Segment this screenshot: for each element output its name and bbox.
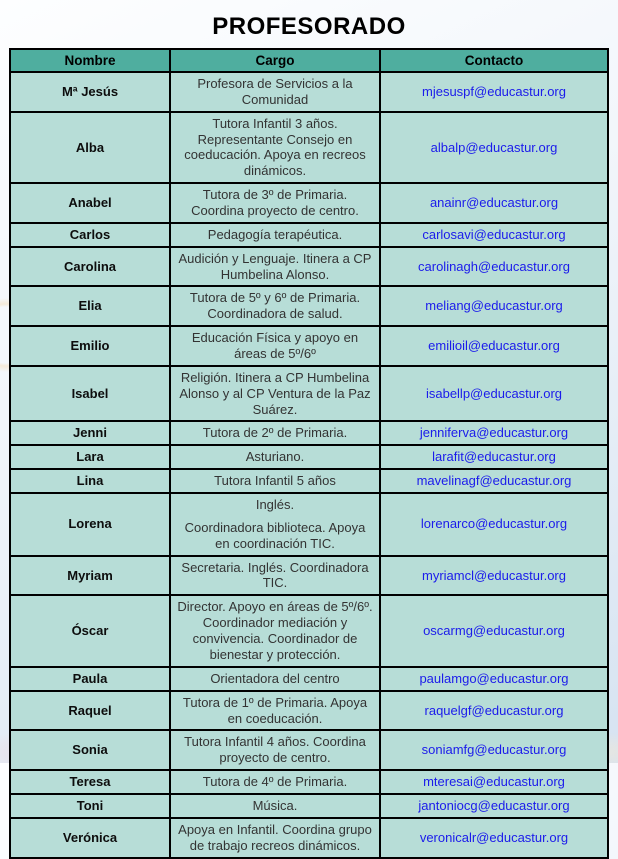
contact-email-link[interactable]: meliang@educastur.org bbox=[425, 298, 563, 314]
teacher-role-paragraph: Tutora Infantil 5 años bbox=[214, 473, 336, 489]
teacher-name: Emilio bbox=[10, 326, 170, 366]
column-header-nombre: Nombre bbox=[10, 49, 170, 72]
table-row bbox=[10, 691, 608, 731]
profesorado-table bbox=[9, 48, 609, 859]
teacher-role bbox=[170, 818, 380, 858]
teacher-name: Lina bbox=[10, 469, 170, 493]
teacher-contact-cell bbox=[380, 366, 608, 422]
teacher-name: Sonia bbox=[10, 730, 170, 770]
table-row bbox=[10, 223, 608, 247]
teacher-name: Paula bbox=[10, 667, 170, 691]
teacher-name: Isabel bbox=[10, 366, 170, 422]
teacher-contact-cell bbox=[380, 818, 608, 858]
page-title: PROFESORADO bbox=[212, 13, 406, 40]
teacher-role-paragraph: Coordinadora biblioteca. Apoya en coordinación TIC. bbox=[184, 519, 366, 551]
teacher-name: Lara bbox=[10, 445, 170, 469]
contact-email-link[interactable]: albalp@educastur.org bbox=[430, 139, 558, 155]
contact-email-link[interactable]: oscarmg@educastur.org bbox=[423, 623, 565, 639]
teacher-role bbox=[170, 691, 380, 731]
header-row bbox=[10, 49, 608, 72]
teacher-contact-cell bbox=[380, 667, 608, 691]
contact-email-link[interactable]: mavelinagf@educastur.org bbox=[416, 473, 572, 489]
teacher-role-paragraph: Música. bbox=[252, 797, 298, 813]
contact-email-link[interactable]: mteresai@educastur.org bbox=[423, 774, 565, 790]
teacher-role-paragraph: Profesora de Servicios a la Comunidad bbox=[197, 76, 353, 107]
table-row bbox=[10, 595, 608, 666]
table-row bbox=[10, 247, 608, 287]
teacher-contact-cell bbox=[380, 469, 608, 493]
teacher-contact-cell bbox=[380, 794, 608, 818]
teacher-name: Mª Jesús bbox=[10, 72, 170, 112]
teacher-role bbox=[170, 730, 380, 770]
table-row bbox=[10, 72, 608, 112]
table-row bbox=[10, 556, 608, 596]
teacher-name: Toni bbox=[10, 794, 170, 818]
teacher-role-paragraph: Tutora de 3º de Primaria. Coordina proyecto de centro. bbox=[191, 187, 359, 219]
contact-email-link[interactable]: carolinagh@educastur.org bbox=[418, 258, 570, 274]
teacher-role bbox=[170, 247, 380, 287]
contact-email-link[interactable]: jenniferva@educastur.org bbox=[419, 425, 569, 441]
teacher-role bbox=[170, 469, 380, 493]
teacher-contact-cell bbox=[380, 445, 608, 469]
teacher-role bbox=[170, 595, 380, 666]
teacher-role bbox=[170, 366, 380, 422]
teacher-role-paragraph: Asturiano. bbox=[245, 449, 305, 465]
teacher-role bbox=[170, 112, 380, 183]
teacher-name: Teresa bbox=[10, 770, 170, 794]
teacher-role bbox=[170, 770, 380, 794]
teacher-role-paragraph: Orientadora del centro bbox=[210, 670, 340, 686]
teacher-contact-cell bbox=[380, 247, 608, 287]
contact-email-link[interactable]: mjesuspf@educastur.org bbox=[422, 83, 566, 99]
contact-email-link[interactable]: jantoniocg@educastur.org bbox=[418, 797, 570, 813]
teacher-role bbox=[170, 326, 380, 366]
teacher-contact-cell bbox=[380, 595, 608, 666]
table-row bbox=[10, 326, 608, 366]
teacher-contact-cell bbox=[380, 326, 608, 366]
teacher-name: Verónica bbox=[10, 818, 170, 858]
table-row bbox=[10, 469, 608, 493]
teacher-contact-cell bbox=[380, 223, 608, 247]
teacher-role-paragraph: Secretaria. Inglés. Coordinadora TIC. bbox=[181, 559, 369, 591]
table-row bbox=[10, 730, 608, 770]
teacher-name: Alba bbox=[10, 112, 170, 183]
teacher-role-paragraph: Tutora de 4º de Primaria. bbox=[202, 774, 348, 790]
contact-email-link[interactable]: carlosavi@educastur.org bbox=[422, 226, 566, 242]
teacher-role bbox=[170, 667, 380, 691]
teacher-name: Lorena bbox=[10, 493, 170, 556]
teacher-contact-cell bbox=[380, 286, 608, 326]
column-header-contacto: Contacto bbox=[380, 49, 608, 72]
teacher-name: Carlos bbox=[10, 223, 170, 247]
contact-email-link[interactable]: paulamgo@educastur.org bbox=[419, 670, 569, 686]
teacher-role bbox=[170, 223, 380, 247]
teacher-name: Jenni bbox=[10, 421, 170, 445]
table-row bbox=[10, 421, 608, 445]
teacher-contact-cell bbox=[380, 730, 608, 770]
table-body bbox=[10, 72, 608, 858]
teacher-role-paragraph: Audición y Lenguaje. Itinera a CP Humbelina Alonso. bbox=[178, 250, 372, 282]
teacher-role bbox=[170, 72, 380, 112]
table-row bbox=[10, 286, 608, 326]
teacher-contact-cell bbox=[380, 493, 608, 556]
teacher-role-paragraph: Tutora Infantil 3 años. Representante Consejo en coeducación. Apoya en recreos dinámicos. bbox=[184, 115, 366, 179]
contact-email-link[interactable]: myriamcl@educastur.org bbox=[422, 567, 566, 583]
teacher-name: Raquel bbox=[10, 691, 170, 731]
table-header bbox=[10, 49, 608, 72]
table-row bbox=[10, 366, 608, 422]
teacher-role-paragraph: Tutora Infantil 4 años. Coordina proyecto de centro. bbox=[184, 734, 366, 766]
table-row bbox=[10, 493, 608, 556]
page bbox=[0, 13, 618, 859]
contact-email-link[interactable]: raquelgf@educastur.org bbox=[424, 702, 564, 718]
teacher-role-paragraph: Director. Apoyo en áreas de 5º/6º. Coordinador mediación y convivencia. Coordinador de bienestar y protección. bbox=[177, 599, 373, 662]
teacher-role-paragraph: Apoya en Infantil. Coordina grupo de trabajo recreos dinámicos. bbox=[178, 821, 372, 853]
teacher-role-paragraph: Educación Física y apoyo en áreas de 5º/6º bbox=[191, 330, 359, 362]
teacher-role-paragraph: Inglés. bbox=[255, 497, 295, 513]
teacher-contact-cell bbox=[380, 691, 608, 731]
teacher-contact-cell bbox=[380, 556, 608, 596]
table-row bbox=[10, 818, 608, 858]
teacher-role bbox=[170, 493, 380, 556]
table-row bbox=[10, 112, 608, 183]
teacher-role-paragraph: Tutora de 2º de Primaria. bbox=[202, 425, 348, 441]
teacher-contact-cell bbox=[380, 183, 608, 223]
contact-email-link[interactable]: veronicalr@educastur.org bbox=[419, 829, 569, 845]
column-header-cargo: Cargo bbox=[170, 49, 380, 72]
teacher-name: Óscar bbox=[10, 595, 170, 666]
teacher-role bbox=[170, 794, 380, 818]
contact-email-link[interactable]: anainr@educastur.org bbox=[429, 195, 559, 211]
table-row bbox=[10, 445, 608, 469]
teacher-name: Elia bbox=[10, 286, 170, 326]
teacher-role-paragraph: Pedagogía terapéutica. bbox=[207, 226, 343, 242]
contact-email-link[interactable]: isabellp@educastur.org bbox=[425, 385, 563, 401]
teacher-contact-cell bbox=[380, 770, 608, 794]
teacher-contact-cell bbox=[380, 112, 608, 183]
teacher-name: Anabel bbox=[10, 183, 170, 223]
contact-email-link[interactable]: lorenarco@educastur.org bbox=[420, 516, 568, 532]
table-row bbox=[10, 667, 608, 691]
teacher-name: Carolina bbox=[10, 247, 170, 287]
teacher-name: Myriam bbox=[10, 556, 170, 596]
teacher-role-paragraph: Tutora de 1º de Primaria. Apoya en coeducación. bbox=[182, 694, 368, 726]
contact-email-link[interactable]: emilioil@educastur.org bbox=[428, 338, 560, 354]
contact-email-link[interactable]: soniamfg@educastur.org bbox=[421, 742, 567, 758]
teacher-role-paragraph: Religión. Itinera a CP Humbelina Alonso y al CP Ventura de la Paz Suárez. bbox=[179, 369, 371, 417]
table-row bbox=[10, 183, 608, 223]
teacher-role bbox=[170, 183, 380, 223]
teacher-role bbox=[170, 286, 380, 326]
teacher-role bbox=[170, 556, 380, 596]
table-row bbox=[10, 794, 608, 818]
table-row bbox=[10, 770, 608, 794]
teacher-contact-cell bbox=[380, 72, 608, 112]
teacher-role-paragraph: Tutora de 5º y 6º de Primaria. Coordinadora de salud. bbox=[189, 290, 361, 322]
teacher-contact-cell bbox=[380, 421, 608, 445]
contact-email-link[interactable]: larafit@educastur.org bbox=[432, 449, 556, 465]
teacher-role bbox=[170, 421, 380, 445]
teacher-role bbox=[170, 445, 380, 469]
